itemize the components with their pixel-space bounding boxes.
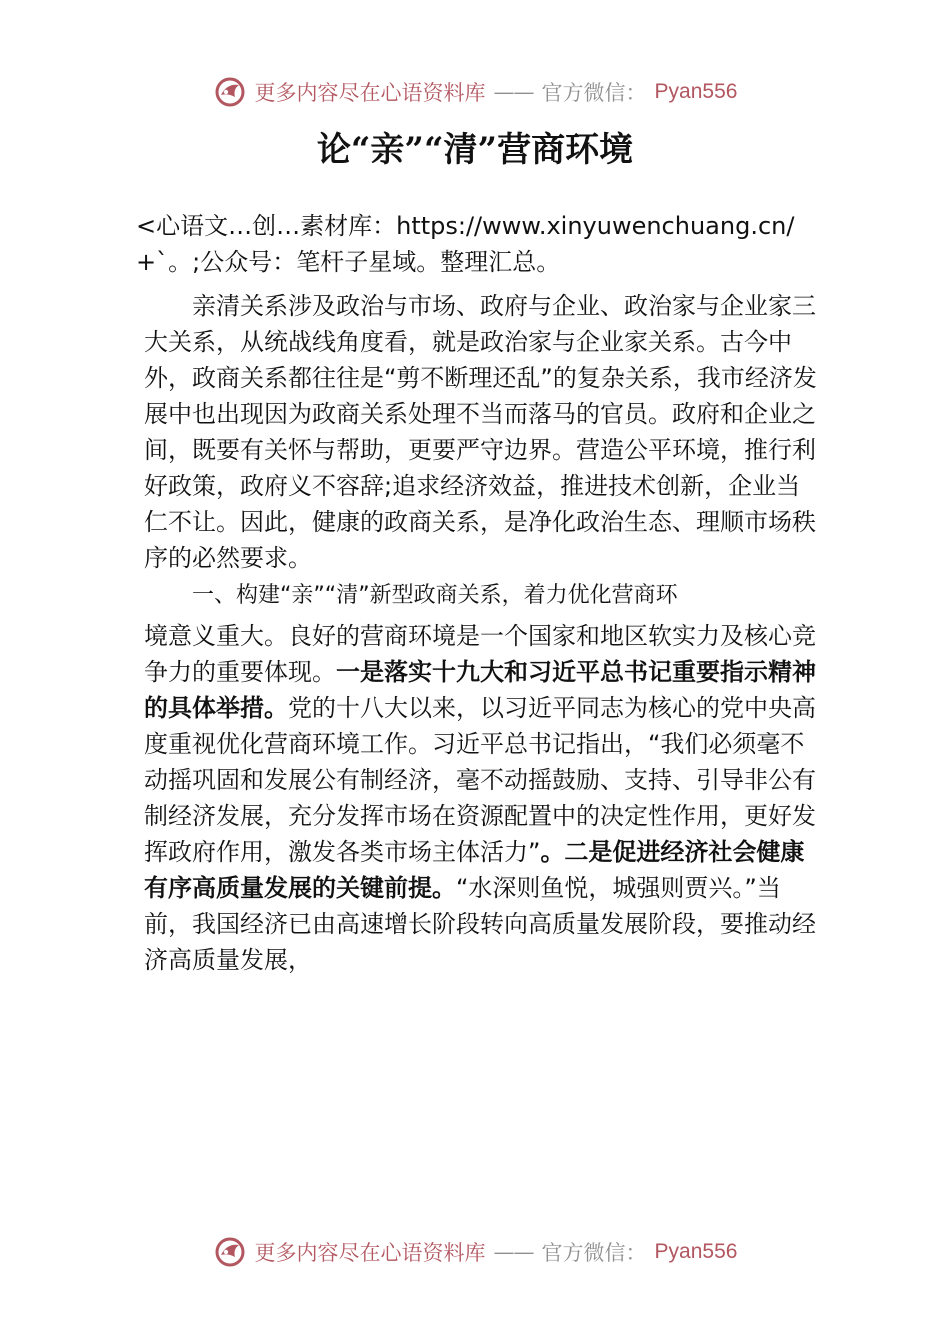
banner-text: 更多内容尽在心语资料库 [254,81,486,105]
banner-wechat-id: Pyan556 [654,80,738,103]
banner-separator: —— [493,1240,534,1264]
paragraph-2-text-1: 境意义重大。良好的营商环境是一个国家和地区软实力及核心竞争力的重要体现。 [144,622,816,686]
paragraph-2-bold-2: 。二是促进经济社会健康有序高质量发展的关键前提。 [144,838,805,902]
source-line-2: +`。;公众号：笔杆子星域。整理汇总。 [136,248,561,276]
section-heading-1: 一、构建“亲”“清”新型政商关系，着力优化营商环 [192,583,678,608]
banner-wechat-label: 官方微信： [541,1241,647,1265]
banner-wechat-label: 官方微信： [541,81,647,105]
paragraph-2 [144,618,824,978]
footer-banner [0,1232,950,1272]
banner-wechat-id: Pyan556 [654,1240,738,1263]
paragraph-1: 亲清关系涉及政治与市场、政府与企业、政治家与企业家三大关系，从统战线角度看，就是政治家与企业家关系。古今中外，政商关系都往往是“剪不断理还乱”的复杂关系，我市经济发展中也出现因为政商关系处理不当而落马的官员。政府和企业之间，既要有关怀与帮助，更要严守边界。营造公平环境，推行利好政策，政府义不容辞;追求经济效益，推进技术创新，企业当仁不让。因此，健康的政商关系，是净化政治生态、理顺市场秩序的必然要求。 [144,292,817,572]
paragraph-2-text-2: 党的十八大以来，以习近平同志为核心的党中央高度重视优化营商环境工作。习近平总书记指出，“我们必须毫不动摇巩固和发展公有制经济，毫不动摇鼓励、支持、引导非公有制经济发展，充分发挥市场在资源配置中的决定性作用，更好发挥政府作用，激发各类市场主体活力” [144,694,816,866]
source-line-1: <心语文…创…素材库：https://www.xinyuwenchuang.cn/ [136,212,795,240]
brand-logo-icon [213,1235,247,1269]
paragraph-2-bold-1: 一是落实十九大和习近平总书记重要指示精神的具体举措。 [144,658,816,722]
banner-separator: —— [493,80,534,104]
header-banner [0,72,950,112]
brand-logo-icon [213,75,247,109]
paragraph-2-text-3: “水深则鱼悦，城强则贾兴。”当前，我国经济已由高速增长阶段转向高质量发展阶段，要推动经济高质量发展， [144,874,816,974]
banner-text: 更多内容尽在心语资料库 [254,1241,486,1265]
document-title: 论“亲”“清”营商环境 [316,130,634,170]
source-note [136,208,826,280]
